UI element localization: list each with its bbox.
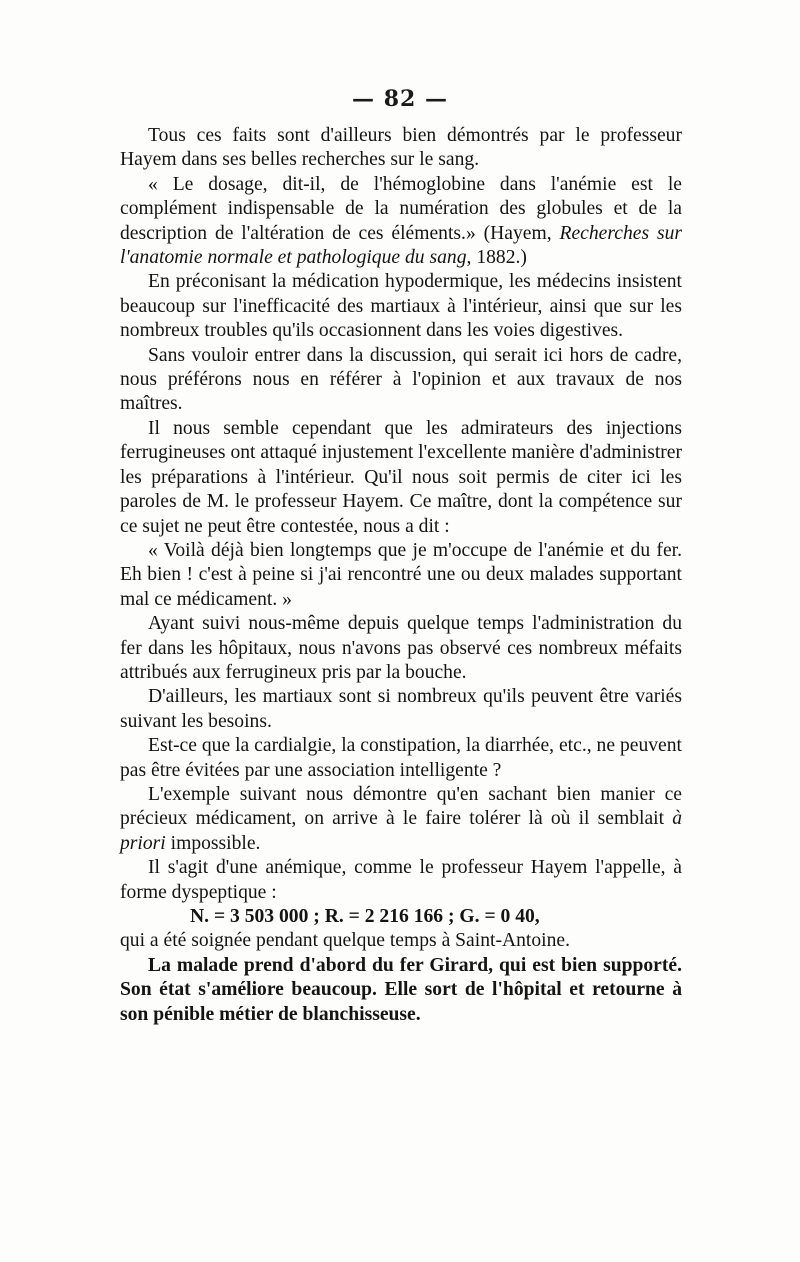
paragraph-6-quote [120, 539, 682, 612]
body-text [120, 124, 682, 1027]
paragraph-9 [120, 734, 682, 783]
paragraph-continuation: qui a été soignée pendant quelque temps à Saint-Antoine. [120, 930, 570, 952]
paragraph-11 [120, 856, 682, 905]
text-run: « Voilà déjà bien longtemps que je m'occupe de l'anémie et du fer. Eh bien ! c'est à peine si j'ai rencontré une ou deux malades supportant mal ce médicament. » [120, 539, 682, 610]
paragraph-10 [120, 783, 682, 856]
text-run: impossible. [165, 832, 261, 854]
page-number: — 82 — [352, 86, 448, 112]
text-run: , 1882.) [466, 247, 527, 269]
text-run: Est-ce que la cardialgie, la constipation, la diarrhée, etc., ne peuvent pas être évitées par une association intelligente ? [120, 735, 682, 781]
text-run: Il s'agit d'une anémique, comme le professeur Hayem l'appelle, à forme dyspeptique : [120, 857, 682, 903]
paragraph-4 [120, 344, 682, 417]
text-run: Sans vouloir entrer dans la discussion, qui serait ici hors de cadre, nous préférons nous en référer à l'opinion et aux travaux de nos maîtres. [120, 344, 682, 415]
text-run: Ayant suivi nous-même depuis quelque temps l'administration du fer dans les hôpitaux, nous n'avons pas observé ces nombreux méfaits attribués aux ferrugineux pris par la bouche. [120, 613, 682, 683]
text-run: L'exemple suivant nous démontre qu'en sachant bien manier ce précieux médicament, on arrive à le faire tolérer là où il semblait [120, 783, 682, 830]
paragraph-final: La malade prend d'abord du fer Girard, qui est bien supporté. Son état s'améliore beaucoup. Elle sort de l'hôpital et retourne à son pénible métier de blanchisseuse. [120, 954, 682, 1025]
paragraph-7 [120, 612, 682, 685]
italic-phrase: à priori [120, 808, 682, 854]
paragraph-3 [120, 270, 682, 343]
text-run: Il nous semble cependant que les admirateurs des injections ferrugineuses ont attaqué injustement l'excellente manière d'administrer les préparations à l'intérieur. Qu'il nous soit permis de citer ici les paroles de M. le professeur Hayem. Ce maître, dont la compétence sur ce sujet ne peut être contestée, nous a dit : [120, 417, 683, 537]
blood-count-formula: N. = 3 503 000 ; R. = 2 216 166 ; G. = 0 40, [190, 906, 540, 927]
text-run: « Le dosage, dit-il, de l'hémoglobine dans l'anémie est le complément indispensable de la numération des globules et de la description de l'altération de ces éléments.» (Hayem, [120, 173, 682, 244]
paragraph-1 [120, 124, 682, 173]
text-run: D'ailleurs, les martiaux sont si nombreux qu'ils peuvent être variés suivant les besoins. [120, 686, 682, 732]
paragraph-2 [120, 173, 682, 271]
book-title-italic: Recherches sur l'anatomie normale et pathologique du sang [120, 222, 683, 269]
text-run: Tous ces faits sont d'ailleurs bien démontrés par le professeur Hayem dans ses belles recherches sur le sang. [120, 125, 682, 171]
text-run: En préconisant la médication hypodermique, les médecins insistent beaucoup sur l'inefficacité des martiaux à l'intérieur, ainsi que sur les nombreux troubles qu'ils occasionnent dans les voies digestives. [120, 271, 682, 342]
paragraph-8 [120, 685, 682, 734]
paragraph-5 [120, 417, 682, 539]
